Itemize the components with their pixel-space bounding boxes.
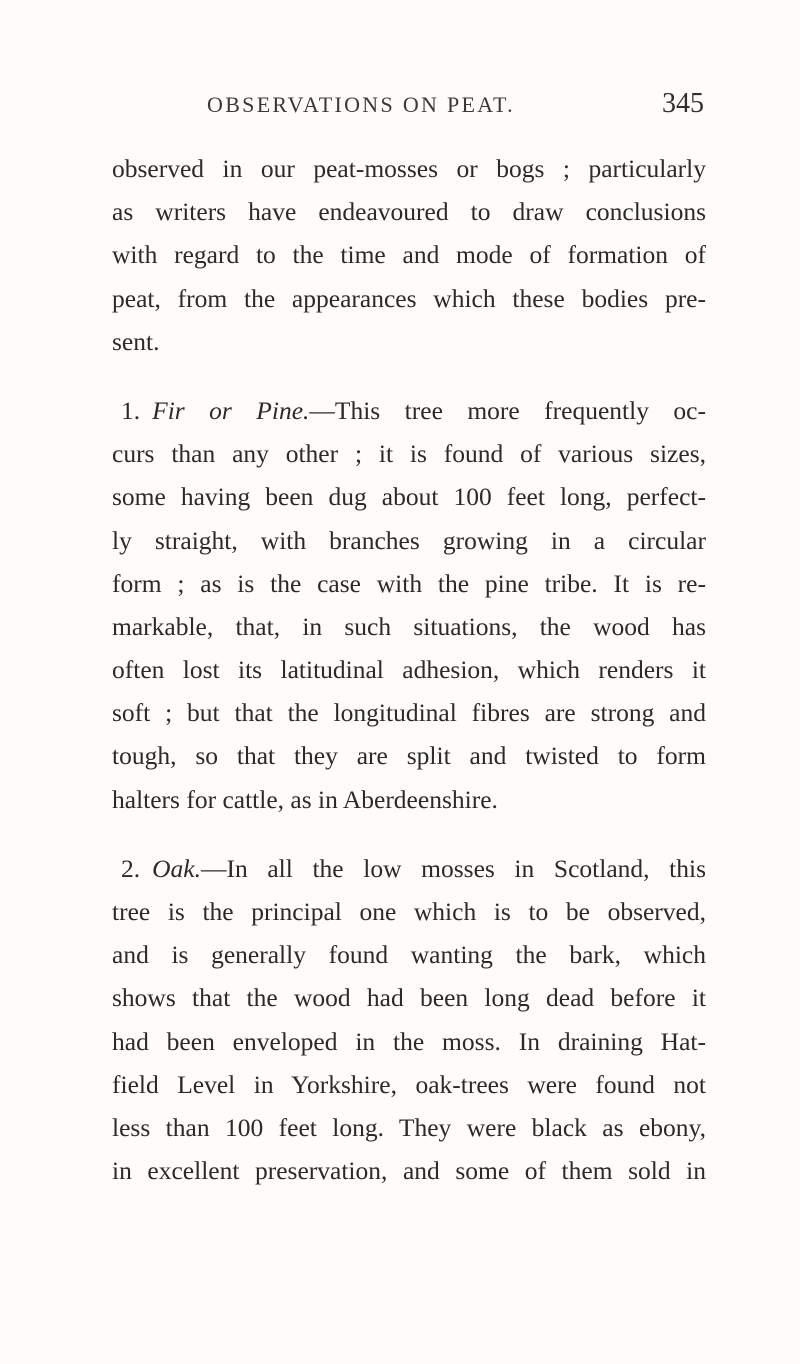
section-first-line bbox=[112, 847, 706, 890]
text-line: observed in our peat-mosses or bogs ; particularly bbox=[112, 154, 706, 183]
running-title: OBSERVATIONS ON PEAT. bbox=[207, 92, 515, 117]
text-line: peat, from the appearances which these bodies pre- bbox=[112, 283, 706, 313]
text-line: often lost its latitudinal adhesion, which renders it bbox=[112, 655, 706, 685]
section-number: 2. bbox=[121, 853, 141, 883]
text-line: as writers have endeavoured to draw conclusions bbox=[112, 197, 706, 227]
text-line: with regard to the time and mode of formation of bbox=[112, 240, 706, 270]
text-line: less than 100 feet long. They were black as ebony, bbox=[112, 1112, 706, 1142]
text-line: some having been dug about 100 feet long, perfect- bbox=[112, 482, 706, 512]
text-line: shows that the wood had been long dead before it bbox=[112, 983, 706, 1013]
paragraph-spacer bbox=[112, 363, 706, 389]
text-line: markable, that, in such situations, the wood has bbox=[112, 611, 706, 641]
text-line: soft ; but that the longitudinal fibres are strong and bbox=[112, 698, 706, 728]
body-text bbox=[112, 147, 706, 1192]
section-oak bbox=[112, 847, 706, 1193]
text-line: curs than any other ; it is found of various sizes, bbox=[112, 439, 706, 469]
section-number: 1. bbox=[121, 395, 141, 425]
paragraph-intro bbox=[112, 147, 706, 363]
paragraph-spacer bbox=[112, 821, 706, 847]
text-line: in excellent preservation, and some of them sold in bbox=[112, 1156, 706, 1186]
text-line: sent. bbox=[112, 326, 160, 356]
section-first-line bbox=[112, 389, 706, 432]
section-first-line-text: —In all the low mosses in Scotland, this bbox=[200, 853, 706, 883]
text-line: had been enveloped in the moss. In draining Hat- bbox=[112, 1026, 706, 1056]
text-line: tree is the principal one which is to be observed, bbox=[112, 897, 706, 926]
section-heading: Fir or Pine. bbox=[152, 395, 310, 425]
text-line: halters for cattle, as in Aberdeenshire. bbox=[112, 784, 498, 814]
section-heading: Oak. bbox=[152, 853, 201, 883]
text-line: ly straight, with branches growing in a circular bbox=[112, 525, 706, 555]
text-line: field Level in Yorkshire, oak-trees were found not bbox=[112, 1069, 706, 1099]
text-line: tough, so that they are split and twisted to form bbox=[112, 741, 706, 771]
text-line: form ; as is the case with the pine tribe. It is re- bbox=[112, 568, 706, 598]
running-header bbox=[112, 88, 704, 126]
section-fir-or-pine bbox=[112, 389, 706, 821]
page-number: 345 bbox=[662, 88, 704, 119]
text-line: and is generally found wanting the bark, which bbox=[112, 940, 706, 970]
section-first-line-text: —This tree more frequently oc- bbox=[309, 395, 706, 425]
